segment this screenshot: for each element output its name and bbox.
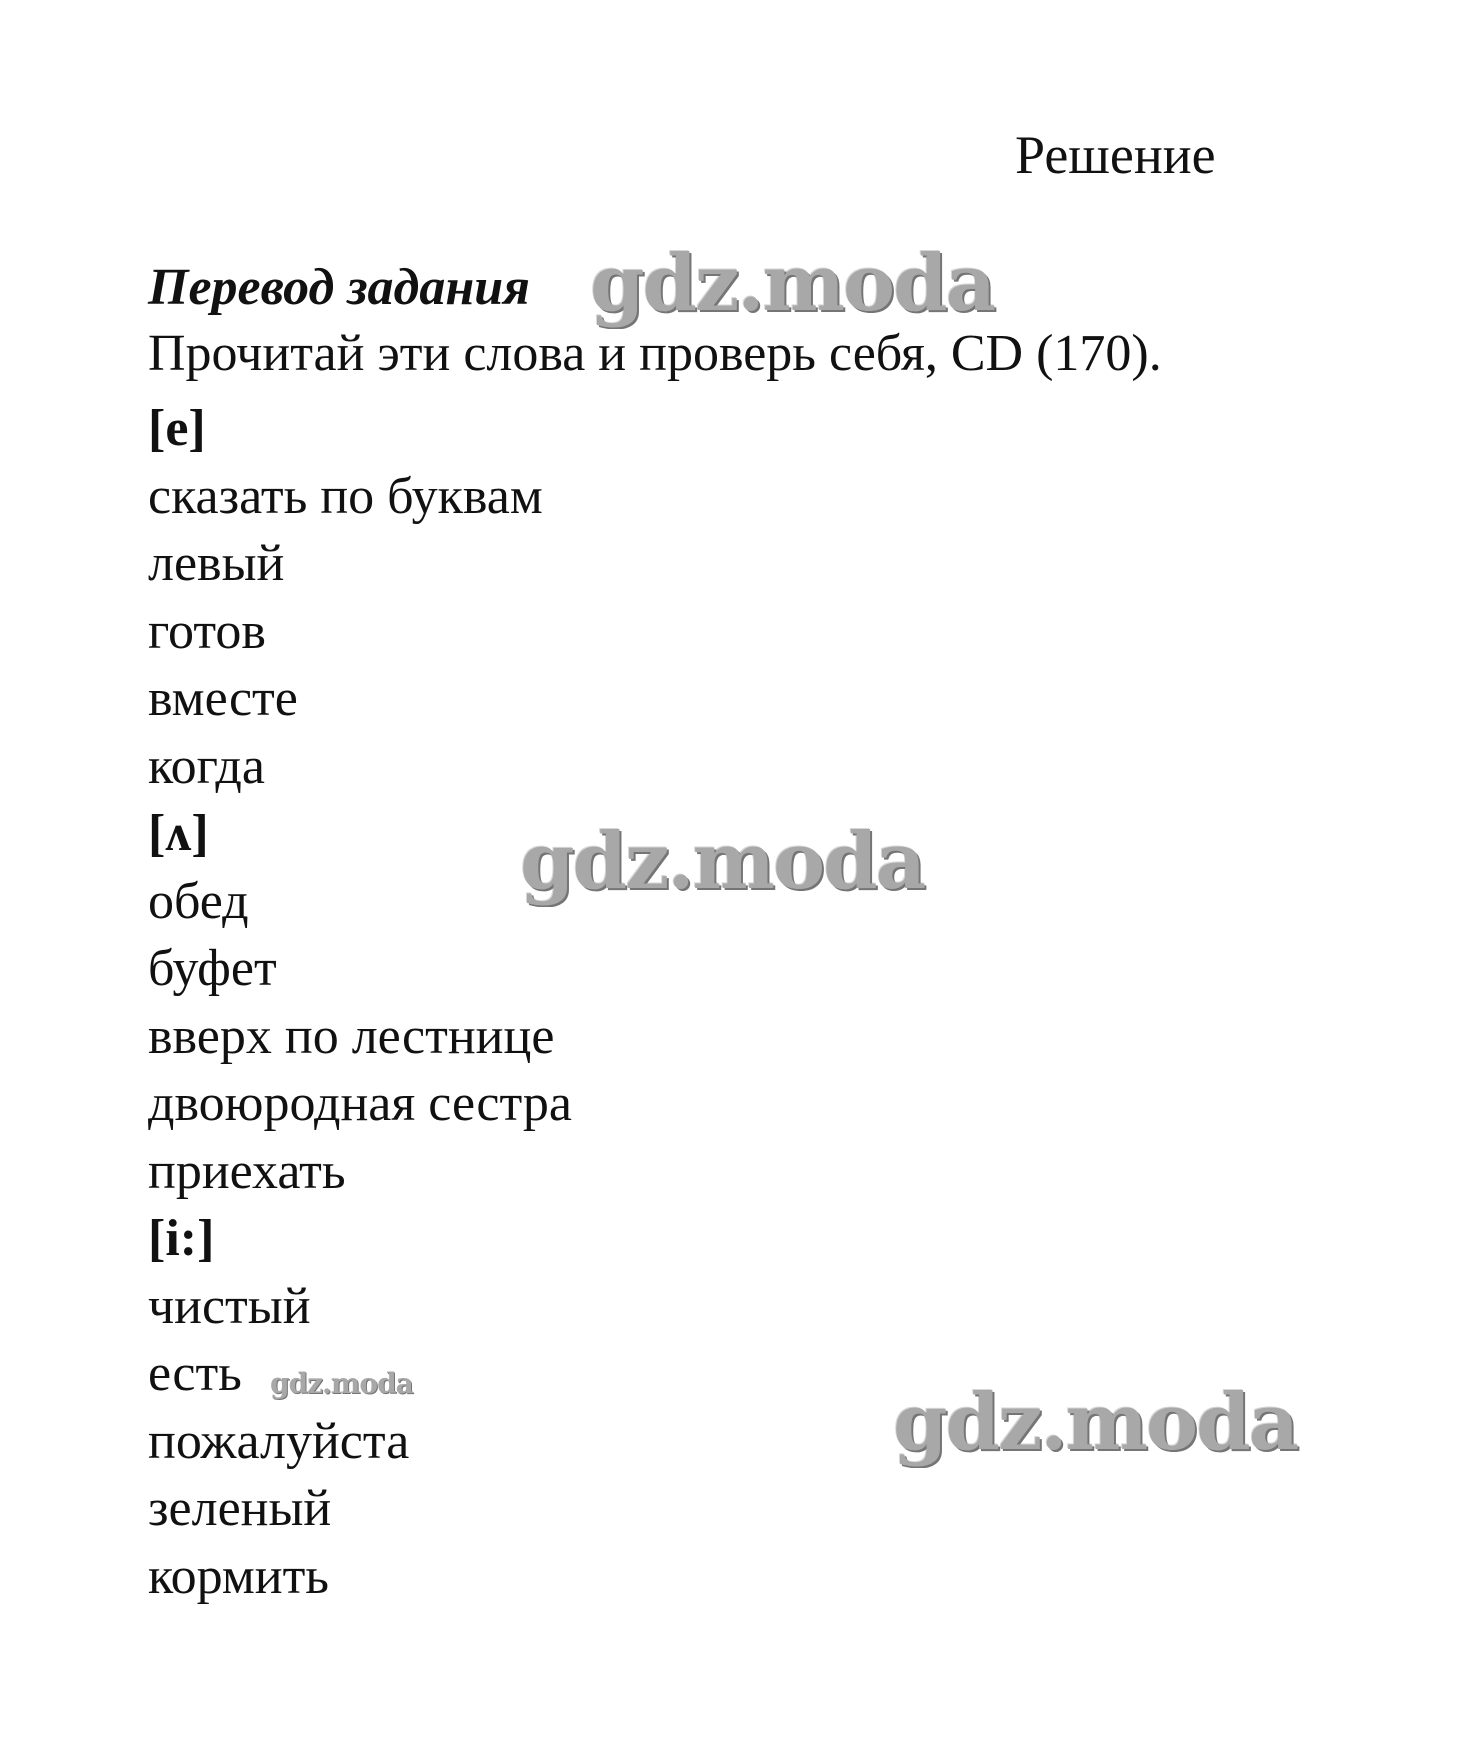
phonetic-symbol-wedge: [ʌ]: [148, 805, 209, 862]
word-item: двоюродная сестра: [148, 1075, 572, 1132]
watermark: gdz.moda: [590, 238, 995, 329]
phonetic-symbol-long-i: [i:]: [148, 1210, 215, 1267]
word-item: обед: [148, 872, 249, 930]
phonetic-symbol-e: [e]: [148, 400, 206, 457]
task-heading: Перевод задания: [148, 259, 530, 316]
word-item: левый: [148, 535, 285, 592]
word-list: [148, 395, 572, 1610]
word-item: вместе: [148, 670, 298, 727]
word-item: зеленый: [148, 1480, 332, 1537]
page-title: Решение: [1015, 125, 1216, 185]
word-item: сказать по буквам: [148, 467, 543, 525]
word-item: буфет: [148, 940, 277, 997]
watermark: gdz.moda: [270, 1367, 413, 1400]
watermark: gdz.moda: [893, 1377, 1298, 1468]
word-item: вверх по лестнице: [148, 1007, 555, 1065]
word-item: кормить: [148, 1547, 330, 1605]
watermark: gdz.moda: [520, 816, 925, 907]
word-item: готов: [148, 602, 266, 660]
word-item: чистый: [148, 1277, 311, 1335]
word-item: приехать: [148, 1142, 346, 1200]
word-item: есть: [148, 1345, 242, 1402]
word-item: пожалуйста: [148, 1412, 410, 1470]
word-item: когда: [148, 737, 265, 795]
task-instruction: Прочитай эти слова и проверь себя, CD (170).: [148, 325, 1162, 382]
